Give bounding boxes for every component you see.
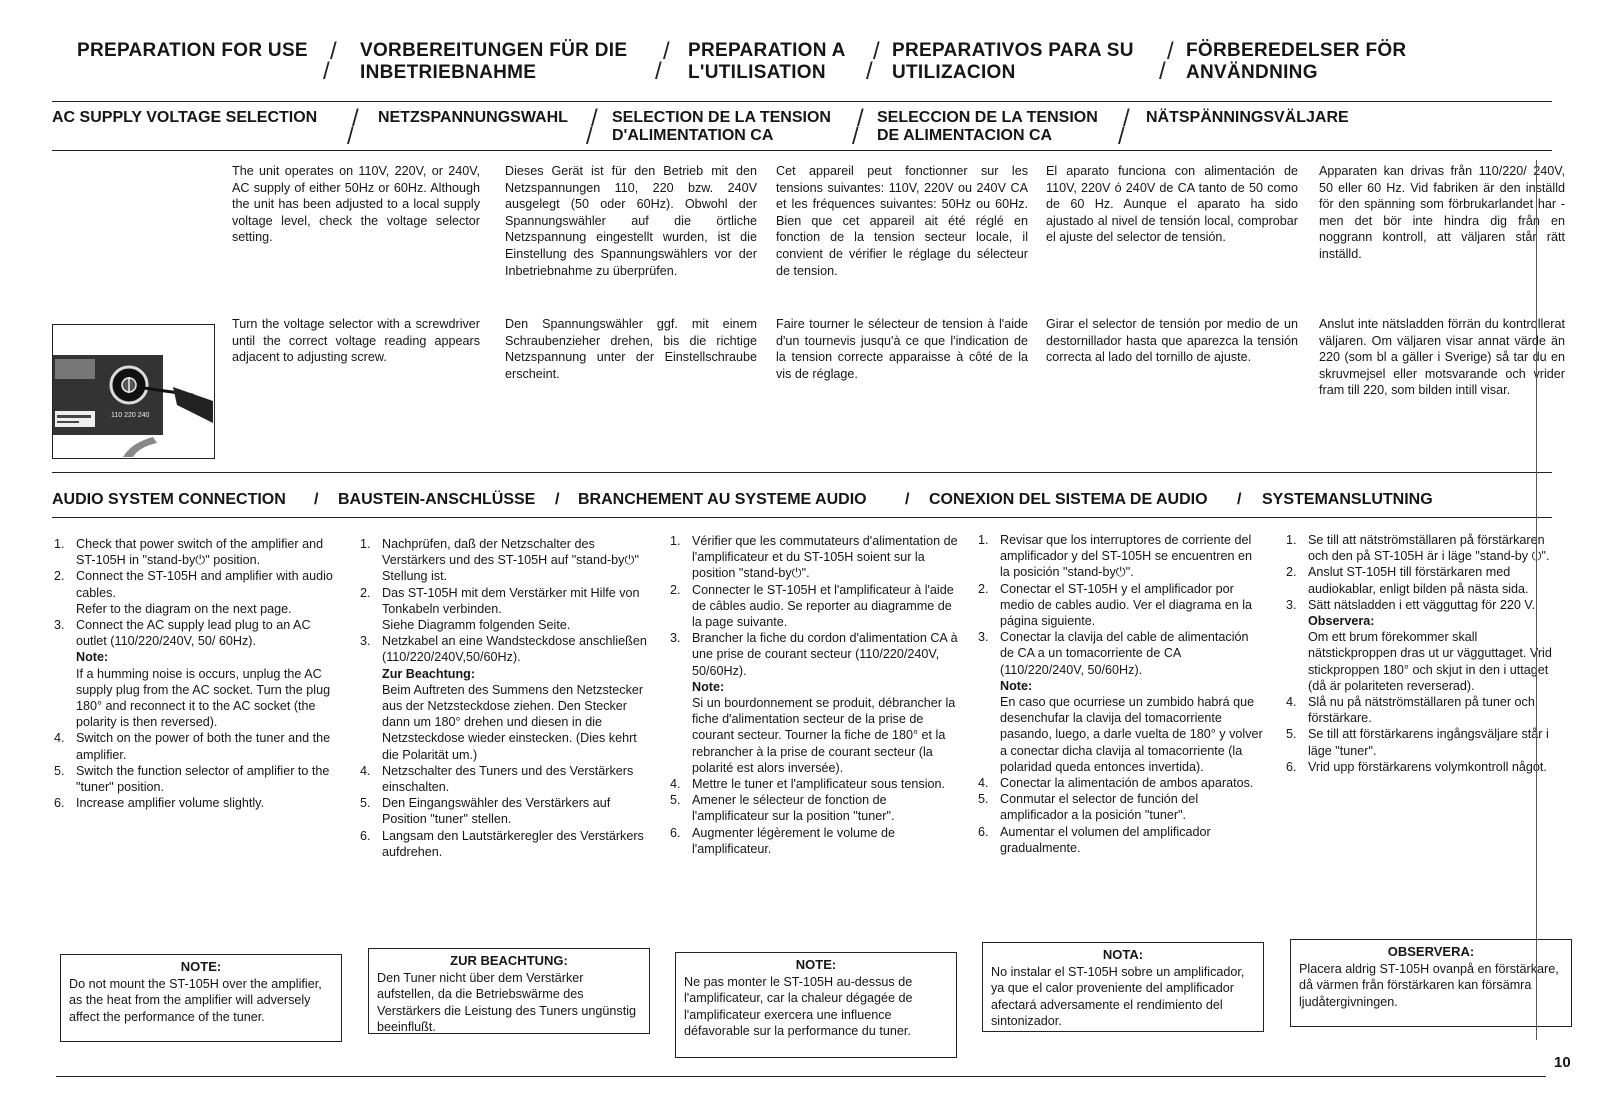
note-text: Beim Auftreten des Summens den Netzstecker aus der Netzsteckdose ziehen. Den Stecker dann um 180° drehen und diesen in die Netzsteckdose wieder einstecken. (Dies kehrt die Polarität um.) — [382, 682, 644, 762]
separator: / — [866, 58, 873, 85]
separator: / — [1167, 38, 1174, 65]
list-item: 3. Sätt nätsladden i ett vägguttag för 220 V. Observera: Om ett brum förekommer skall nätstickproppen dras ut ur vägguttaget. Vrid stickproppen 180° och skjut in den i uttaget (då är polariteten reverserad). — [1286, 597, 1552, 693]
ac-para2-sv: Anslut inte nätsladden förrän du kontrollerat väljaren. Om väljaren visar annat värde än 220 (som bl a gäller i Sverige) så tar du en skruvmejsel eller motsvarande och vrider fram till 220, som bilden intill visar. — [1319, 317, 1565, 398]
step-text: Connect the ST-105H and amplifier with audio cables. — [76, 569, 333, 600]
step-text: Mettre le tuner et l'amplificateur sous tension. — [692, 777, 946, 792]
steps-fr — [670, 533, 960, 857]
svg-text:110 220 240: 110 220 240 — [111, 412, 150, 419]
list-item: 1. Se till att nätströmställaren på förstärkaren och den på ST-105H är i läge "stand-by ⏻". — [1286, 533, 1550, 564]
step-subtext: Siehe Diagramm folgenden Seite. — [382, 618, 571, 633]
note-box-sv — [1290, 939, 1572, 1027]
ac-para2-fr: Faire tourner le sélecteur de tension à l'aide d'un tournevis jusqu'à ce que l'indication de la tension correcte apparaisse à côté de la vis de réglage. — [776, 317, 1028, 381]
note-box-fr — [675, 952, 957, 1058]
header-title-sv: FÖRBEREDELSER FÖR ANVÄNDNING — [1186, 40, 1407, 83]
step-text: Netzkabel an eine Wandsteckdose anschließen (110/220/240V,50/60Hz). — [382, 634, 647, 665]
ac-para1-es: El aparato funciona con alimentación de 110V, 220V ó 240V de CA tanto de 50 como de 60 Hz. Aunque el aparato ha sido ajustado al nivel de tensión local, comprobar el ajuste del selector de tensión. — [1046, 164, 1298, 245]
steps-sv — [1286, 532, 1568, 775]
step-text: Vrid upp förstärkarens volymkontroll något. — [1308, 759, 1547, 774]
list-item: 1. Vérifier que les commutateurs d'alimentation de l'amplificateur et du ST-105H soient sur la position "stand-by⏻". — [670, 534, 958, 581]
ac-para1-en: The unit operates on 110V, 220V, or 240V, AC supply of either 50Hz or 60Hz. Although the unit has been adjusted to a local supply voltage level, check the voltage selector setting. — [232, 164, 480, 245]
note-text: Ne pas monter le ST-105H au-dessus de l'amplificateur, car la chaleur dégagée de l'amplificateur exercera une influence défavorable sur la performance du tuner. — [684, 974, 913, 1038]
list-item: 3. Brancher la fiche du cordon d'alimentation CA à une prise de courant secteur (110/220/240V, 50/60Hz). Note: Si un bourdonnement se produit, débrancher la fiche d'alimentation secteur de la prise de courant secteur. Tourner la fiche de 180° et la rebrancher à la prise de courant secteur (la polarité est alors inversée). — [670, 631, 958, 775]
list-item: 1. Revisar que los interruptores de corriente del amplificador y del ST-105H se encuentren en la posición "stand-by⏻". — [978, 533, 1253, 580]
step-text: Vérifier que les commutateurs d'alimentation de l'amplificateur et du ST-105H soient sur la position "stand-by⏻". — [692, 534, 958, 581]
ac-para2-es: Girar el selector de tensión por medio de un destornillador hasta que aparezca la tensión correcta al lado del tornillo de ajuste. — [1046, 317, 1298, 365]
section-rule — [52, 517, 1552, 518]
step-text: Langsam den Lautstärkeregler des Verstärkers aufdrehen. — [382, 828, 644, 859]
note-title: OBSERVERA: — [1387, 944, 1475, 959]
note-text: If a humming noise is occurs, unplug the AC supply plug from the AC socket. Turn the plug 180° and reconnect it to the AC socket (the polarity is then reversed). — [76, 666, 331, 730]
list-item: 4. Mettre le tuner et l'amplificateur sous tension. — [670, 777, 946, 792]
list-item: 3. Connect the AC supply lead plug to an AC outlet (110/220/240V, 50/ 60Hz). Note: If a humming noise is occurs, unplug the AC supply plug from the AC socket. Turn the plug 180° and reconnect it to the AC socket (the polarity is then reversed). — [54, 618, 331, 730]
separator: / — [905, 491, 910, 508]
ac-heading-sv: NÄTSPÄNNINGSVÄLJARE — [1146, 109, 1349, 126]
list-item: 6. Vrid upp förstärkarens volymkontroll något. — [1286, 759, 1547, 774]
ac-heading-en: AC SUPPLY VOLTAGE SELECTION — [52, 109, 318, 126]
step-text: Nachprüfen, daß der Netzschalter des Verstärkers und des ST-105H auf "stand-by⏻" Stellung ist. — [382, 537, 639, 584]
note-box-es — [982, 942, 1264, 1032]
step-text: Check that power switch of the amplifier and ST-105H in "stand-by⏻" position. — [76, 537, 324, 568]
separator: / — [555, 491, 560, 508]
list-item: 6. Langsam den Lautstärkeregler des Verstärkers aufdrehen. — [360, 828, 644, 859]
section-rule — [52, 472, 1552, 473]
section-rule — [52, 150, 1552, 151]
steps-de — [360, 536, 650, 860]
audio-heading-es: CONEXION DEL SISTEMA DE AUDIO — [929, 491, 1208, 508]
audio-heading-en: AUDIO SYSTEM CONNECTION — [52, 491, 286, 508]
note-text: En caso que ocurriese un zumbido habrá que desenchufar la clavija del tomacorriente pasando, luego, a darle vuelta de 180° y volver a conectar dicha clavija al tomacorriente (la polaridad queda entonces invertida). — [1000, 695, 1263, 774]
step-text: Revisar que los interruptores de corriente del amplificador y del ST-105H se encuentren en la posición "stand-by⏻". — [1000, 533, 1253, 580]
audio-heading-fr: BRANCHEMENT AU SYSTEME AUDIO — [578, 491, 867, 508]
step-text: Das ST-105H mit dem Verstärker mit Hilfe von Tonkabeln verbinden. — [382, 585, 640, 616]
list-item: 2. Das ST-105H mit dem Verstärker mit Hilfe von Tonkabeln verbinden. Siehe Diagramm folgenden Seite. — [360, 585, 640, 633]
header-title-en: PREPARATION FOR USE — [77, 40, 308, 61]
note-title: NOTE: — [795, 957, 837, 972]
separator: / — [655, 58, 662, 85]
step-text: Slå nu på nätströmställaren på tuner och förstärkare. — [1308, 695, 1535, 726]
separator: / — [352, 105, 359, 132]
list-item: 3. Netzkabel an eine Wandsteckdose anschließen (110/220/240V,50/60Hz). Zur Beachtung: Beim Auftreten des Summens den Netzstecker aus der Netzsteckdose ziehen. Den Stecker dann um 180° drehen und diesen in die Netzsteckdose wieder einstecken. (Dies kehrt die Polarität um.) — [360, 634, 647, 762]
note-text: Den Tuner nicht über dem Verstärker aufstellen, da die Betriebswärme des Verstärkers die Leistung des Tuners ungünstig beeinflußt. — [377, 970, 637, 1034]
separator: / — [330, 38, 337, 65]
list-item: 2. Anslut ST-105H till förstärkaren med audiokablar, enligt bilden på nästa sida. — [1286, 565, 1529, 596]
list-item: 4. Slå nu på nätströmställaren på tuner och förstärkare. — [1286, 695, 1535, 726]
note-label: Note: — [692, 679, 725, 694]
step-text: Connect the AC supply lead plug to an AC outlet (110/220/240V, 50/ 60Hz). — [76, 618, 311, 649]
separator: / — [857, 105, 864, 132]
separator: / — [1123, 105, 1130, 132]
list-item: 4. Netzschalter des Tuners und des Verstärkers einschalten. — [360, 763, 634, 795]
note-text: Om ett brum förekommer skall nätstickproppen dras ut ur vägguttaget. Vrid stickproppen 180° och skjut in den i uttaget (då är polariteten reverserad). — [1308, 630, 1552, 693]
note-text: Si un bourdonnement se produit, débrancher la fiche d'alimentation secteur de la prise de courant secteur. Tourner la fiche de 180° et la rebrancher à la prise de courant secteur (la polarité est alors inversée). — [692, 696, 956, 775]
step-text: Conectar la clavija del cable de alimentación de CA a un tomacorriente de CA (110/220/240V, 50/60Hz). — [1000, 630, 1249, 677]
step-text: Amener le sélecteur de fonction de l'amplificateur sur la position "tuner". — [692, 793, 895, 824]
list-item: 5. Se till att förstärkarens ingångsväljare står i läge "tuner". — [1286, 727, 1549, 758]
list-item: 3. Conectar la clavija del cable de alimentación de CA a un tomacorriente de CA (110/220/240V, 50/60Hz). Note: En caso que ocurriese un zumbido habrá que desenchufar la clavija del tomacorriente pasando, luego, a darle vuelta de 180° y volver a conectar dicha clavija al tomacorriente (la polaridad queda entonces invertida). — [978, 630, 1263, 774]
step-text: Switch the function selector of amplifier to the "tuner" position. — [76, 763, 330, 795]
separator: / — [323, 58, 330, 85]
note-text: Do not mount the ST-105H over the amplifier, as the heat from the amplifier will adversely affect the performance of the tuner. — [69, 976, 322, 1024]
step-text: Switch on the power of both the tuner and the amplifier. — [76, 731, 331, 762]
separator: / — [347, 123, 354, 150]
separator: / — [314, 491, 319, 508]
fold-line — [1536, 160, 1537, 1040]
note-label: Note: — [76, 650, 109, 665]
list-item: 1. Nachprüfen, daß der Netzschalter des Verstärkers und des ST-105H auf "stand-by⏻" Stellung ist. — [360, 537, 639, 584]
note-label: Zur Beachtung: — [382, 666, 476, 681]
separator: / — [1237, 491, 1242, 508]
header-title-fr: PREPARATION A L'UTILISATION — [688, 40, 846, 83]
separator: / — [1159, 58, 1166, 85]
ac-heading-fr: SELECTION DE LA TENSION D'ALIMENTATION CA — [612, 109, 831, 144]
step-text: Increase amplifier volume slightly. — [76, 796, 265, 811]
note-title: NOTA: — [1102, 947, 1144, 962]
step-text: Anslut ST-105H till förstärkaren med audiokablar, enligt bilden på nästa sida. — [1308, 565, 1529, 596]
list-item: 4. Conectar la alimentación de ambos aparatos. — [978, 776, 1254, 791]
separator: / — [591, 105, 598, 132]
list-item: 6. Increase amplifier volume slightly. — [54, 796, 265, 811]
ac-para1-sv: Apparaten kan drivas från 110/220/ 240V, 50 eller 60 Hz. Vid fabriken är den inställd för den spänning som förbrukarlandet har - men det bör inte hindra dig från en noggrann kontroll, att väljaren står rätt inställd. — [1319, 164, 1565, 261]
separator: / — [1118, 123, 1125, 150]
page-number: 10 — [1554, 1054, 1571, 1071]
ac-heading-es: SELECCION DE LA TENSION DE ALIMENTACION CA — [877, 109, 1098, 144]
step-text: Augmenter légèrement le volume de l'amplificateur. — [692, 825, 896, 856]
note-label: Note: — [1000, 678, 1033, 693]
separator: / — [873, 38, 880, 65]
list-item: 2. Connecter le ST-105H et l'amplificateur à l'aide de câbles audio. Se reporter au diagramme de la page suivante. — [670, 582, 954, 630]
steps-en — [54, 536, 344, 811]
step-text: Se till att förstärkarens ingångsväljare står i läge "tuner". — [1308, 727, 1549, 758]
step-subtext: Refer to the diagram on the next page. — [76, 601, 292, 616]
audio-heading-sv: SYSTEMANSLUTNING — [1262, 491, 1433, 508]
list-item: 5. Den Eingangswähler des Verstärkers auf Position "tuner" stellen. — [360, 796, 611, 827]
step-text: Conectar la alimentación de ambos aparatos. — [1000, 776, 1254, 791]
steps-es — [978, 532, 1264, 856]
step-text: Conmutar el selector de función del amplificador a la posición "tuner". — [1000, 792, 1199, 823]
voltage-selector-illustration — [52, 324, 215, 459]
step-text: Connecter le ST-105H et l'amplificateur à l'aide de câbles audio. Se reporter au diagramme de la page suivante. — [692, 582, 954, 630]
step-text: Conectar el ST-105H y el amplificador por medio de cables audio. Ver el diagrama en la página siguiente. — [1000, 581, 1253, 629]
header-title-de: VORBEREITUNGEN FÜR DIE INBETRIEBNAHME — [360, 40, 628, 83]
step-text: Aumentar el volumen del amplificador gradualmente. — [1000, 824, 1211, 855]
ac-para1-de: Dieses Gerät ist für den Betrieb mit den Netzspannungen 110, 220 bzw. 240V ausgelegt (50 oder 60Hz). Obwohl der Spannungswähler auf die örtliche Netzspannung eingestellt wurden, ist die Einstellung des Spannungswählers vor der Inbetriebnahme zu überprüfen. — [505, 164, 757, 278]
note-text: Placera aldrig ST-105H ovanpå en förstärkare, då värmen från förstärkaren kan försämra ljudåtergivningen. — [1299, 961, 1559, 1009]
list-item: 5. Switch the function selector of amplifier to the "tuner" position. — [54, 763, 330, 795]
note-title: NOTE: — [180, 959, 222, 974]
list-item: 5. Conmutar el selector de función del amplificador a la posición "tuner". — [978, 792, 1199, 823]
separator: / — [852, 123, 859, 150]
list-item: 1. Check that power switch of the amplifier and ST-105H in "stand-by⏻" position. — [54, 537, 324, 568]
note-title: ZUR BEACHTUNG: — [450, 953, 568, 968]
audio-heading-de: BAUSTEIN-ANSCHLÜSSE — [338, 491, 536, 508]
ac-heading-de: NETZSPANNUNGSWAHL — [378, 109, 568, 126]
note-box-de — [368, 948, 650, 1034]
list-item: 5. Amener le sélecteur de fonction de l'amplificateur sur la position "tuner". — [670, 793, 895, 824]
step-text: Se till att nätströmställaren på förstärkaren och den på ST-105H är i läge "stand-by ⏻". — [1308, 533, 1550, 564]
note-box-en — [60, 954, 342, 1042]
list-item: 4. Switch on the power of both the tuner and the amplifier. — [54, 731, 331, 762]
separator: / — [663, 38, 670, 65]
separator: / — [586, 123, 593, 150]
header-title-es: PREPARATIVOS PARA SU UTILIZACION — [892, 40, 1134, 83]
ac-para1-fr: Cet appareil peut fonctionner sur les tensions suivantes: 110V, 220V ou 240V CA et les fréquences suivantes: 50Hz ou 60Hz. Bien que cet appareil ait été réglé en fonction de la tension secteur locale, il convient de vérifier le réglage du sélecteur de tension. — [776, 164, 1028, 278]
list-item: 6. Augmenter légèrement le volume de l'amplificateur. — [670, 825, 896, 856]
note-label: Observera: — [1308, 614, 1375, 629]
ac-para2-de: Den Spannungswähler ggf. mit einem Schraubenzieher drehen, bis die richtige Netzspannung unter der Einstellschraube erscheint. — [505, 317, 757, 381]
step-text: Den Eingangswähler des Verstärkers auf Position "tuner" stellen. — [382, 796, 611, 827]
list-item: 2. Conectar el ST-105H y el amplificador por medio de cables audio. Ver el diagrama en la página siguiente. — [978, 581, 1253, 629]
step-text: Sätt nätsladden i ett vägguttag för 220 V. — [1308, 597, 1536, 612]
note-text: No instalar el ST-105H sobre un amplificador, ya que el calor proveniente del amplificador afectará adversamente el rendimiento del sintonizador. — [991, 964, 1245, 1028]
step-text: Netzschalter des Tuners und des Verstärkers einschalten. — [382, 763, 634, 795]
header-rule — [52, 101, 1552, 102]
ac-para2-en: Turn the voltage selector with a screwdriver until the correct voltage reading appears adjacent to adjusting screw. — [232, 317, 480, 365]
step-text: Brancher la fiche du cordon d'alimentation CA à une prise de courant secteur (110/220/240V, 50/60Hz). — [692, 631, 958, 678]
list-item: 6. Aumentar el volumen del amplificador gradualmente. — [978, 824, 1211, 855]
list-item: 2. Connect the ST-105H and amplifier with audio cables. Refer to the diagram on the next page. — [54, 569, 333, 616]
footer-rule — [56, 1076, 1546, 1077]
